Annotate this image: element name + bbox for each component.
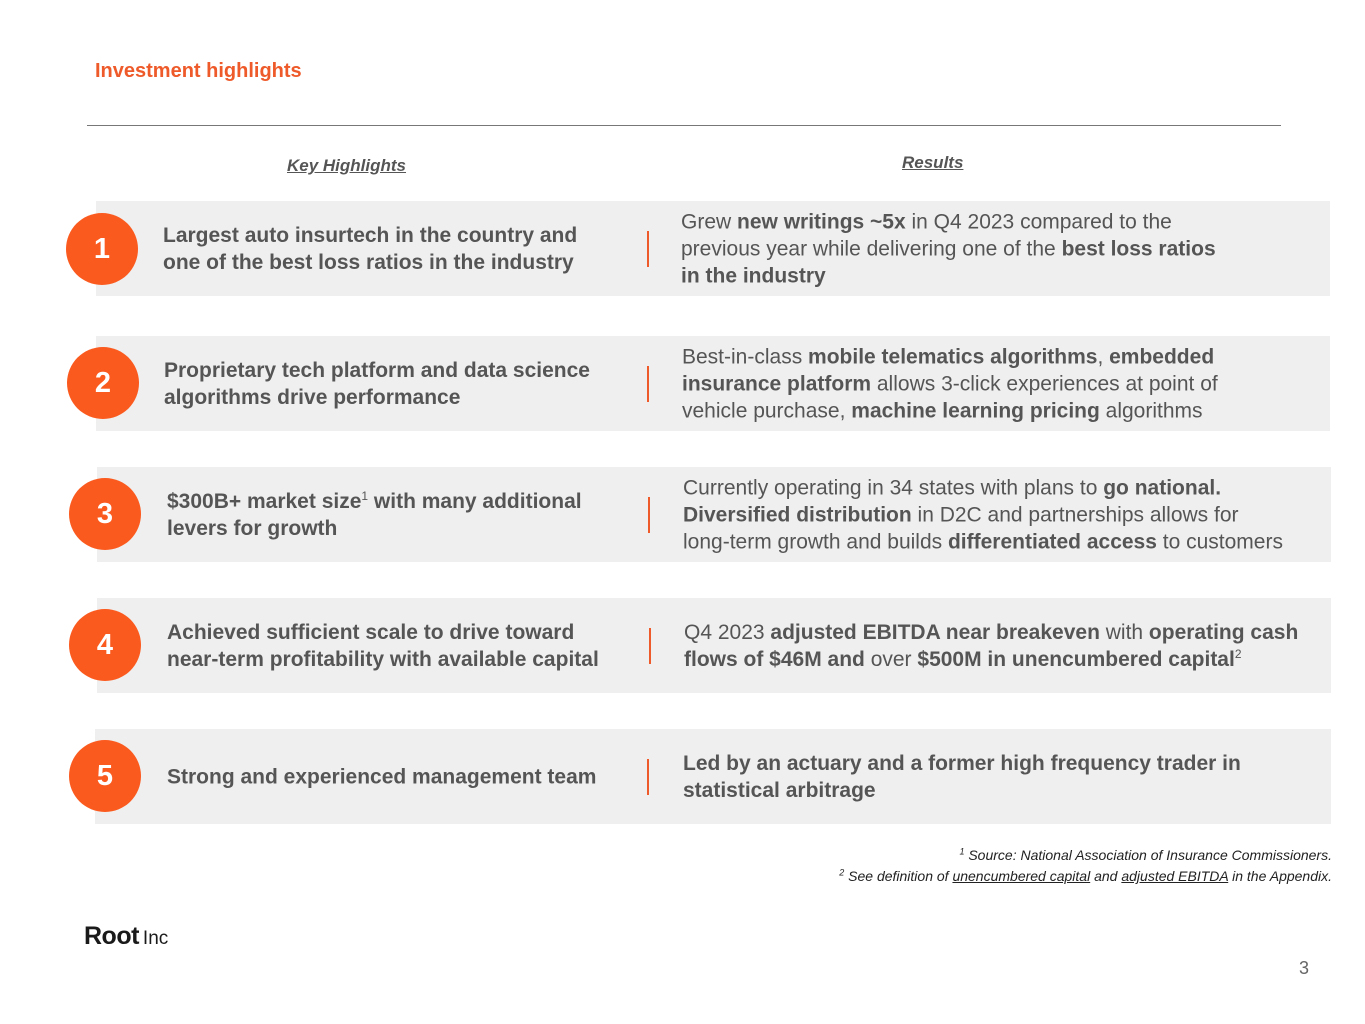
result-text bbox=[683, 474, 1283, 555]
result-line: Grew new writings ~5x in Q4 2023 compared to the bbox=[681, 210, 1172, 233]
result-text bbox=[683, 750, 1241, 804]
footnote-1: $^1$ Source: National Association of Insurance Commissioners. bbox=[959, 846, 1332, 863]
header-divider bbox=[87, 125, 1281, 126]
result-line: vehicle purchase, machine learning pricing algorithms bbox=[682, 399, 1203, 422]
result-line: flows of $46M and over $500M in unencumbered capital$^2$ bbox=[684, 646, 1242, 671]
row-divider bbox=[649, 628, 651, 664]
footnotes bbox=[839, 845, 1332, 887]
result-line: Diversified distribution in D2C and partnerships allows for bbox=[683, 503, 1239, 526]
key-highlight-text: Strong and experienced management team bbox=[167, 765, 597, 788]
unencumbered-capital-link[interactable]: unencumbered capital bbox=[952, 868, 1091, 884]
result-line: long-term growth and builds differentiated access to customers bbox=[683, 530, 1283, 553]
highlight-row-3 bbox=[97, 467, 1331, 562]
result-line: insurance platform allows 3-click experiences at point of bbox=[682, 372, 1218, 395]
highlight-row-1 bbox=[96, 201, 1330, 296]
logo-suffix: Inc bbox=[142, 928, 169, 949]
result-line: previous year while delivering one of the best loss ratios bbox=[681, 237, 1216, 260]
row-divider bbox=[647, 759, 649, 795]
logo-brand: Root bbox=[84, 922, 139, 950]
number-badge-2: 2 bbox=[67, 347, 139, 419]
result-line: statistical arbitrage bbox=[683, 778, 876, 802]
number-badge-4: 4 bbox=[69, 609, 141, 681]
key-highlight-text: $300B+ market size$^1$ with many additional levers for growth bbox=[167, 488, 582, 540]
key-highlight-text: Proprietary tech platform and data science algorithms drive performance bbox=[164, 358, 590, 409]
number-badge-5: 5 bbox=[69, 740, 141, 812]
results-header: Results bbox=[902, 153, 964, 172]
result-line: Q4 2023 adjusted EBITDA near breakeven with operating cash bbox=[684, 620, 1299, 644]
key-highlights-header: Key Highlights bbox=[287, 156, 407, 175]
row-divider bbox=[647, 231, 649, 267]
number-badge-3: 3 bbox=[69, 478, 141, 550]
key-highlight-text: Largest auto insurtech in the country and one of the best loss ratios in the industry bbox=[163, 223, 578, 274]
row-divider bbox=[647, 366, 649, 402]
result-line: Currently operating in 34 states with plans to go national. bbox=[683, 476, 1222, 499]
result-text bbox=[681, 208, 1216, 289]
key-highlight-text: Achieved sufficient scale to drive toward near-term profitability with available capital bbox=[167, 620, 599, 671]
result-line: in the industry bbox=[681, 264, 826, 287]
page-number: 3 bbox=[1299, 958, 1310, 978]
footnote-2: $^2$ See definition of unencumbered capital and adjusted EBITDA in the Appendix. bbox=[839, 867, 1332, 884]
page-title: Investment highlights bbox=[95, 60, 302, 82]
highlight-row-5 bbox=[95, 729, 1331, 824]
result-line: Best-in-class mobile telematics algorithms, embedded bbox=[682, 345, 1215, 368]
result-line: Led by an actuary and a former high frequency trader in bbox=[683, 751, 1241, 775]
result-text bbox=[684, 619, 1298, 673]
highlight-row-2 bbox=[96, 336, 1330, 431]
number-badge-1: 1 bbox=[66, 213, 138, 285]
row-divider bbox=[648, 497, 650, 533]
adjusted-ebitda-link[interactable]: adjusted EBITDA bbox=[1121, 868, 1229, 884]
root-logo bbox=[84, 922, 168, 951]
result-text bbox=[682, 343, 1218, 424]
highlight-row-4 bbox=[97, 598, 1331, 693]
